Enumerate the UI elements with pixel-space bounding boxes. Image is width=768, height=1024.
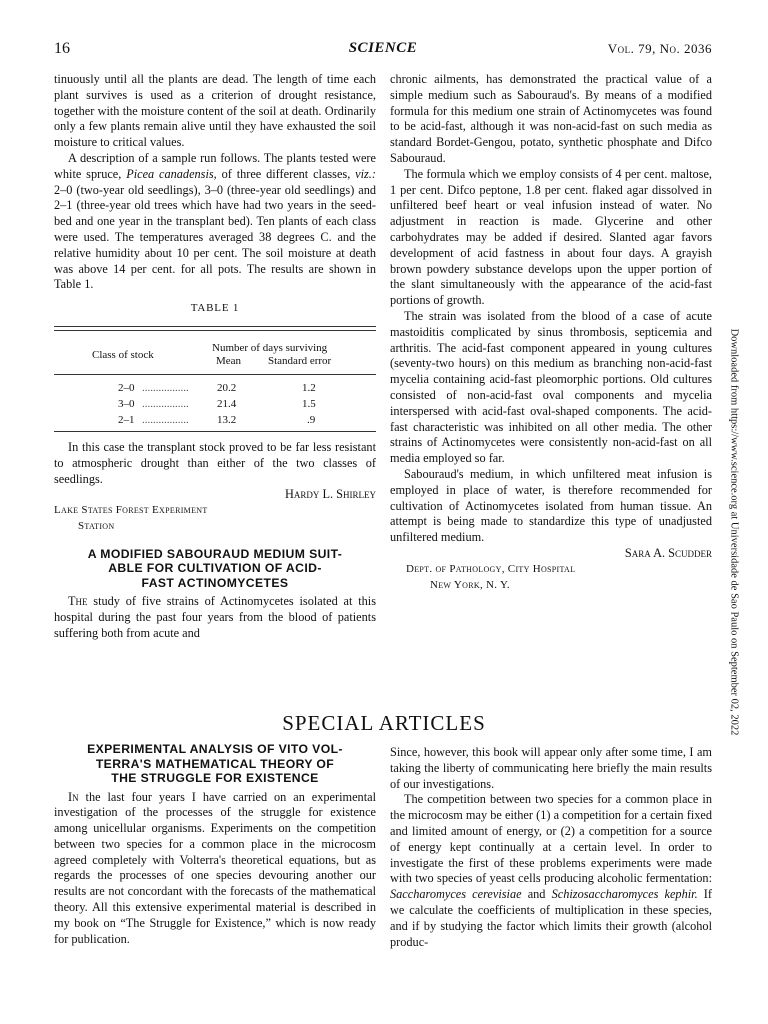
data-table bbox=[54, 326, 376, 432]
title-line: THE STRUGGLE FOR EXISTENCE bbox=[111, 771, 319, 785]
table-cell-mean: 21.4 bbox=[217, 397, 237, 410]
page-number: 16 bbox=[54, 40, 70, 57]
article-title bbox=[54, 742, 376, 786]
table-header-group: Number of days surviving bbox=[212, 341, 328, 354]
table-rule bbox=[54, 330, 376, 331]
species-name: Schizosaccharomyces kephir. bbox=[551, 887, 698, 902]
table-header-se: Standard error bbox=[268, 354, 332, 367]
text-run: of three different classes, bbox=[216, 166, 356, 181]
affiliation-line: Station bbox=[78, 519, 115, 532]
text-run: 2–0 (two-year old seedlings), 3–0 (three-year old seedlings) and 2–1 (three-year old trees which have had two years in the seed-bed and one year in the transplant bed). Ten plants of each class were used. The temperatures averaged 38 degrees C. and the relative humidity about 10 per cent. The soil moisture at death was above 14 per cent. for all pots. The results are shown in Table 1. bbox=[54, 182, 376, 292]
lead-word: The bbox=[68, 594, 88, 609]
author-affiliation bbox=[54, 503, 376, 535]
species-name: Saccharomyces cerevisiae bbox=[390, 887, 522, 902]
paragraph bbox=[54, 790, 376, 948]
table-leader: ................. bbox=[142, 413, 189, 426]
paragraph bbox=[54, 594, 376, 641]
table-cell-se: 1.2 bbox=[302, 381, 316, 394]
table-cell-mean: 13.2 bbox=[217, 413, 237, 426]
article-title bbox=[54, 547, 376, 591]
table-cell-class: 3–0 bbox=[118, 397, 135, 410]
table-header-class: Class of stock bbox=[92, 348, 154, 361]
table-leader: ................. bbox=[142, 381, 189, 394]
affiliation-line: Lake States Forest Experiment bbox=[54, 504, 208, 517]
table-leader: ................. bbox=[142, 397, 189, 410]
title-line: EXPERIMENTAL ANALYSIS OF VITO VOL- bbox=[87, 742, 343, 756]
author-affiliation bbox=[390, 562, 712, 594]
running-header bbox=[54, 40, 712, 60]
table-cell-mean: 20.2 bbox=[217, 381, 237, 394]
journal-title: SCIENCE bbox=[348, 40, 418, 56]
title-line: ABLE FOR CULTIVATION OF ACID- bbox=[108, 561, 322, 576]
text-run: A description of a sample run follows. The plants tested were white spruce, bbox=[54, 150, 376, 181]
table-header-mean: Mean bbox=[216, 354, 242, 367]
text-run: the last four years I have carried on an experimental investigation of the processes of the struggle for existence among unicellular organisms. Experiments on the competition between two species for a common place in the microcosm agreed completely with Volterra's theoretical equations, but as regards the processes of one species devouring another our results are not concordant with the forecasts of the mathematical theory. All this extensive experimental material is described in my book on “The Struggle for Existence,” which is now ready for publication. bbox=[54, 789, 376, 946]
volume-info: Vol. 79, No. 2036 bbox=[607, 41, 712, 56]
species-name: Picea canadensis, bbox=[126, 166, 217, 181]
affiliation-line: Dept. of Pathology, City Hospital bbox=[406, 562, 576, 575]
table-cell-class: 2–1 bbox=[118, 413, 135, 426]
right-column-top bbox=[390, 72, 712, 593]
paragraph: In this case the transplant stock proved to be far less resistant to atmospheric drought than either of the two classes of seedlings. bbox=[54, 439, 376, 486]
left-column-bottom bbox=[54, 742, 376, 947]
paragraph bbox=[54, 151, 376, 293]
section-heading: SPECIAL ARTICLES bbox=[282, 711, 486, 735]
paragraph: Sabouraud's medium, in which unfiltered meat infusion is employed in place of water, is therefore recommended for cultivation of Actinomycetes isolated from human tissue. An attempt is being made to standardize this type of unadjusted unfiltered medium. bbox=[390, 466, 712, 545]
paragraph: tinuously until all the plants are dead. The length of time each plant survives is used as a criterion of drought resistance, together with the moisture content of the soil at death. Ordinarily only a few plants remain alive until they have exhausted the soil moisture to critical values. bbox=[54, 72, 376, 150]
title-line: A MODIFIED SABOURAUD MEDIUM SUIT- bbox=[87, 546, 343, 561]
text-run: If we calculate the coefficients of multiplication in these species, and if by studying the factor which limits their growth (alcohol produc- bbox=[390, 887, 712, 949]
table-cell-se: 1.5 bbox=[302, 397, 316, 410]
table-rule bbox=[54, 374, 376, 375]
paragraph: The strain was isolated from the blood of a case of acute mastoiditis complicated by sinus thrombosis, septicemia and arthritis. The acid-fast component appeared in young cultures (seventy-two hours) on this medium as branching non-acid-fast mycelia containing acid-fast pleomorphic portions. Old cultures consisted of non-acid-fast oval components and mycelia interspersed with acid-fast oval-shaped components. The acid-fast characteristic was inhibited on all other media. The other strains of Actinomycetes were consistently non-acid-fast on all media employed so far. bbox=[390, 308, 712, 466]
paragraph: chronic ailments, has demonstrated the practical value of a simple medium such as Sabouraud's. By means of a modified formula for this medium one strain of Actinomycetes was found to be acid-fast, although it was non-acid-fast on such media as standard Bordet-Gengou, potato, synthetic phosphate and Difco Sabouraud. bbox=[390, 72, 712, 165]
paragraph: Since, however, this book will appear only after some time, I am taking the liberty of communicating here briefly the main results of our investigations. bbox=[390, 745, 712, 791]
affiliation-line: New York, N. Y. bbox=[430, 578, 510, 591]
table-cell-se: .9 bbox=[307, 413, 316, 426]
text-run: viz.: bbox=[355, 166, 376, 181]
left-column-top bbox=[54, 72, 376, 642]
download-watermark bbox=[726, 312, 742, 752]
author-signature: Sara A. Scudder bbox=[624, 545, 712, 560]
paragraph bbox=[390, 792, 712, 950]
title-line: TERRA'S MATHEMATICAL THEORY OF bbox=[95, 756, 335, 771]
table-cell-class: 2–0 bbox=[118, 381, 135, 394]
text-run: The competition between two species for a common place in the microcosm may be either (1) a competition for a certain fixed and limited amount of energy, or (2) a competition for a source of energy kept continually at a certain level. In order to investigate the first of these problems experiments were made with two species of yeast cells producing alcoholic fermentation: bbox=[390, 792, 712, 886]
table-title: TABLE 1 bbox=[190, 302, 240, 315]
text-run: study of five strains of Actinomycetes isolated at this hospital during the past four years from the blood of patients suffering both from acute and bbox=[54, 594, 376, 640]
title-line: FAST ACTINOMYCETES bbox=[141, 575, 289, 590]
watermark-text: Downloaded from https://www.science.org at Universidade de Sao Paulo on September 02, 2022 bbox=[728, 328, 740, 736]
author-signature: Hardy L. Shirley bbox=[285, 487, 376, 502]
lead-word: In bbox=[68, 789, 79, 804]
paragraph: The formula which we employ consists of 4 per cent. maltose, 1 per cent. Difco peptone, 1.8 per cent. flaked agar dissolved in unfiltered beef heart or veal infusion instead of water. No adjustment in reaction is made. Glycerine and other carbohydrates may be added if desired. Slanted agar favors development of acid fastness in about four days. A grayish brown powdery substance develops upon the upper portion of the slant simultaneously with the appearance of the acid-fast portions of growth. bbox=[390, 166, 712, 308]
right-column-bottom bbox=[390, 745, 712, 950]
text-run: and bbox=[521, 887, 552, 902]
